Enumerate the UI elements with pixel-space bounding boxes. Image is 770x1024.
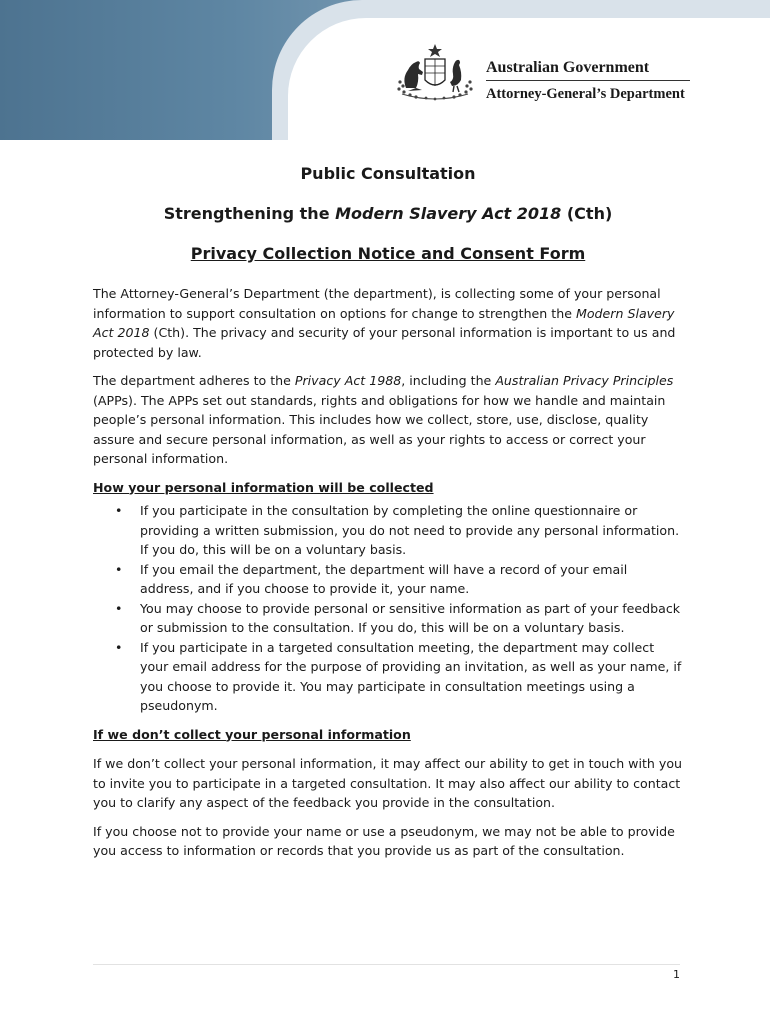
intro-text-b: (Cth). The privacy and security of your personal information is important to us and protected by law. [93, 325, 676, 360]
list-item [93, 599, 683, 638]
privacy-act-paragraph [93, 371, 683, 469]
adheres-text-c: (APPs). The APPs set out standards, rights and obligations for how we handle and maintain people’s personal information. This includes how we collect, store, use, disclose, quality assure and secure personal information, as well as your rights to access or correct your personal information. [93, 392, 666, 466]
list-item-text: If you participate in a targeted consultation meeting, the department may collect your email address for the purpose of providing an invitation, as well as your name, if you choose to provide it. You may participate in consultation meetings using a pseudonym. [140, 639, 682, 713]
page-number: 1 [673, 968, 680, 981]
intro-text-a: The Attorney-General’s Department (the department), is collecting some of your personal information to support consultation on options for change to strengthen the [93, 286, 661, 321]
subtitle-act-name: Modern Slavery Act 2018 [335, 204, 562, 223]
list-item [93, 501, 683, 560]
coat-of-arms-icon [392, 42, 478, 104]
bullet-icon: • [115, 639, 123, 655]
section-heading-not-collected: If we don’t collect your personal information [93, 726, 411, 742]
bullet-icon: • [115, 503, 123, 518]
intro-paragraph [93, 284, 683, 362]
list-item-text: If you participate in the consultation by completing the online questionnaire or providing a written submission, you do not need to provide any personal information. If you do, this will be on a voluntary basis. [140, 503, 680, 557]
bullet-icon: • [115, 561, 123, 577]
organisation-name [486, 58, 696, 103]
adheres-text-a: The department adheres to the [93, 373, 295, 388]
intro-act-name: Modern Slavery Act 2018 [93, 305, 675, 340]
document-body [93, 160, 683, 861]
department-name: Attorney-General’s Department [486, 86, 685, 102]
subtitle-suffix: (Cth) [561, 204, 613, 223]
pseudonym-paragraph: If you choose not to provide your name or use a pseudonym, we may not be able to provide you access to information or records that you provide us as part of the consultation. [93, 823, 675, 858]
government-name: Australian Government [486, 59, 650, 76]
subtitle-prefix: Strengthening the [163, 204, 336, 223]
not-collected-paragraph: If we don’t collect your personal information, it may affect our ability to get in touch with you to invite you to participate in a targeted consultation. It may also affect our ability to contact you to clarify any aspect of the feedback you provide in the consultation. [93, 756, 683, 810]
header-banner [0, 0, 770, 140]
list-item-text: You may choose to provide personal or sensitive information as part of your feedback or submission to the consultation. If you do, this will be on a voluntary basis. [140, 600, 681, 635]
page-title: Public Consultation [300, 164, 476, 183]
adheres-text-b: , including the [401, 373, 496, 388]
list-item [93, 560, 683, 599]
form-title: Privacy Collection Notice and Consent Form [190, 244, 586, 263]
section-heading-collection: How your personal information will be collected [93, 479, 434, 495]
privacy-act-name: Privacy Act 1988 [294, 373, 402, 388]
document-subtitle [93, 204, 683, 226]
footer-divider [93, 964, 680, 965]
header-divider [486, 80, 690, 81]
bullet-icon: • [115, 600, 123, 616]
collection-list [93, 501, 683, 716]
list-item [93, 638, 683, 716]
privacy-principles-name: Australian Privacy Principles [495, 373, 674, 388]
list-item-text: If you email the department, the department will have a record of your email address, and if you choose to provide it, your name. [140, 561, 628, 596]
